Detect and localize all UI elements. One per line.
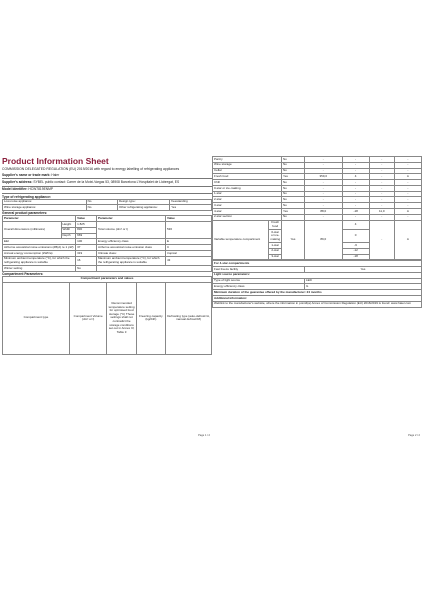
compartment-params-heading: Compartment Parameters: [2, 271, 44, 276]
model-row: Model identifier: HCW7819ENMP [2, 187, 54, 192]
table-row: Fast freeze facility Yes [213, 267, 422, 273]
table-header-row: Parameter Value Parameter Value [3, 216, 212, 222]
table-row: Wine storage appliance: No Other refrigerating appliance: Yes [3, 205, 212, 211]
table-row: 2-star No - - - - [213, 197, 422, 203]
table-row: Wine storage No - - - - [213, 162, 422, 168]
table-row: 1-star No - - - - [213, 191, 422, 197]
table-row: Minimum duration of the guarantee offered by the manufacturer: 24 months [213, 290, 422, 296]
table-row: Energy efficiency class G [213, 284, 422, 290]
table-row: Additional information: [213, 295, 422, 301]
general-params-table [2, 215, 212, 272]
table-row: Annual energy consumption (kWh/a) 319 Climate class: tropical [3, 250, 212, 256]
table-row: Chill No - - - - [213, 180, 422, 186]
table-header-row: Compartment parameters and values [3, 276, 212, 282]
sheet-page-2 [212, 150, 422, 440]
table-row: Type of light source LED [213, 278, 422, 284]
page-number: Page 1 / 2 [198, 434, 210, 437]
table-row: Airborne acoustical noise emissions (dB(A) re 1 pW) 37 Airborne acoustical noise emission class C [3, 245, 212, 251]
table-row: 2-star -12 [213, 248, 422, 254]
table-row: Depth 669 [3, 233, 212, 239]
supplier-address-row: Supplier's address: SYBEL public contact: Carrer de la Motxi-Vargas 53, 08908 Barcelona L'Hospitalet de Llobregat, ES [2, 180, 180, 185]
table-row: Compartment type Compartment Volume (dm³ or l) Recommended temperature setting for optimised food storage (°C) These settings shall not contradict the storage conditions set out in Annex IV, Table 3 Freezing capacity (kg/24h) Defrosting type (auto-defrost=A, manual defrost=M) [3, 282, 212, 354]
table-row: Low-noise appliance: No Design type: freestanding [3, 199, 212, 205]
type-heading: Type of refrigerating appliance: [2, 194, 52, 199]
compartment-table [212, 156, 422, 260]
table-row: Winter setting No [3, 266, 212, 272]
table-row: Minimum ambient temperature (°C), for which the refrigerating appliance is suitable 16 Maximum ambient temperature (°C), for which the refrigerating appliance is suitable 43 [3, 256, 212, 265]
general-params-heading: General product parameters: [2, 211, 48, 216]
table-row: 3-star -18 [213, 254, 422, 260]
table-row: 0-star or ice-making 0 [213, 229, 422, 242]
table-row: Light source parameters: [213, 272, 422, 278]
compartment-header-table [2, 276, 212, 355]
table-row: Fresh food Yes 359,0 4 - A [213, 174, 422, 180]
table-row: Pantry No - - - - [213, 157, 422, 163]
regulation-text: COMMISSION DELEGATED REGULATION (EU) 2019/2016 with regard to energy labelling of refrigerating appliances [2, 167, 180, 171]
table-row: 1-star -6 [213, 242, 422, 248]
table-row: EEI 100 Energy efficiency class E [3, 239, 212, 245]
table-row: Cellar No - - - - [213, 168, 422, 174]
table-row: Width 830 [3, 227, 212, 233]
table-row: Overall dimensions (millimetre) Height 1 825 Total volume (dm³ or l) 536 [3, 222, 212, 228]
table-row: 3-star No - - - - [213, 203, 422, 209]
sheet-page-1 [2, 150, 212, 440]
table-row: 0-star or ice-making No - - - - [213, 185, 422, 191]
extra-info-table [212, 260, 422, 307]
table-row: 4-star Yes 88,0 -18 11,0 A [213, 209, 422, 215]
appliance-type-table [2, 199, 212, 212]
supplier-name-row: Supplier's name or trade mark: Haier [2, 173, 60, 178]
table-row: For 4-star compartments [213, 261, 422, 267]
table-row: Variable temperature compartment Fresh food Yes 89,0 4 - A [213, 220, 422, 229]
table-row: Weblink to the manufacturer's website, where the information in point4(a) Annex of Commission Regulation (EU) 2016/2019 is found: www.haier.com [213, 301, 422, 307]
page-title: Product Information Sheet [2, 156, 109, 166]
page-number: Page 2 / 2 [408, 434, 420, 437]
table-row: 2-star section No - - - - [213, 214, 422, 220]
